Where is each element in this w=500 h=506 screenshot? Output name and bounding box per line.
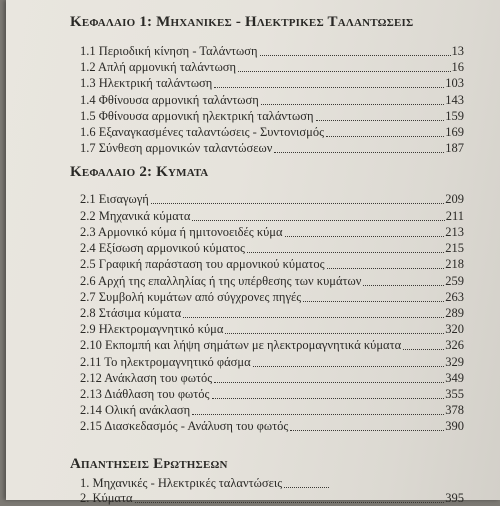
entry-page: 320	[445, 322, 464, 336]
toc-entry[interactable]	[80, 257, 464, 272]
entry-page: 390	[445, 419, 464, 433]
toc-entry[interactable]	[80, 141, 464, 156]
toc-entry[interactable]	[80, 322, 464, 337]
toc-entry[interactable]	[80, 387, 464, 402]
entry-title: 2. Κύματα	[80, 491, 133, 505]
toc-entry[interactable]	[80, 192, 464, 207]
leader-dots	[403, 349, 444, 350]
entry-page: 259	[445, 274, 464, 288]
toc-entry[interactable]	[80, 355, 464, 370]
toc-entry[interactable]	[80, 225, 464, 240]
chapter-1-heading: Κεφαλαιο 1: Μηχανικες - Ηλεκτρικες Ταλαντωσεις	[70, 14, 414, 30]
entry-title: 1.2 Απλή αρμονική ταλάντωση	[80, 60, 237, 74]
entry-page: 263	[445, 290, 464, 304]
toc-entry[interactable]	[80, 371, 464, 386]
entry-title: 2.8 Στάσιμα κύματα	[80, 306, 182, 320]
leader-dots	[135, 502, 445, 503]
entry-title: 1.7 Σύνθεση αρμονικών ταλαντώσεων	[80, 141, 273, 155]
entry-page: 329	[445, 355, 464, 369]
toc-entry[interactable]	[80, 419, 464, 434]
leader-dots	[326, 136, 444, 137]
entry-title: 2.12 Ανάκλαση του φωτός	[80, 371, 213, 385]
entry-page: 211	[445, 209, 464, 223]
toc-entry[interactable]	[80, 76, 464, 91]
entry-title: 2.7 Συμβολή κυμάτων από σύγχρονες πηγές	[80, 290, 302, 304]
entry-title: 2.4 Εξίσωση αρμονικού κύματος	[80, 241, 245, 255]
entry-page: 349	[445, 371, 464, 385]
entry-title: 1.4 Φθίνουσα αρμονική ταλάντωση	[80, 93, 259, 107]
toc-entry[interactable]	[80, 274, 464, 289]
leader-dots	[303, 301, 444, 302]
entry-title: 1.1 Περιοδική κίνηση - Ταλάντωση	[80, 44, 258, 58]
toc-entry[interactable]	[80, 93, 464, 108]
leader-dots	[192, 414, 444, 415]
entry-page: 209	[445, 192, 464, 206]
entry-title: 2.14 Ολική ανάκλαση	[80, 403, 191, 417]
leader-dots	[214, 382, 444, 383]
leader-dots	[363, 285, 444, 286]
entry-page: 215	[445, 241, 464, 255]
book-page	[6, 0, 500, 505]
toc-entry[interactable]	[80, 290, 464, 305]
entry-title: 2.3 Αρμονικό κύμα ή ημιτονοειδές κύμα	[80, 225, 283, 239]
answers-heading: Απαντησεις Ερωτησεων	[70, 456, 228, 472]
entry-page: 13	[451, 44, 464, 58]
entry-page: 395	[445, 491, 464, 505]
chapter-2-heading: Κεφαλαιο 2: Κυματα	[70, 164, 209, 180]
entry-title: 2.5 Γραφική παράσταση του αρμονικού κύματος	[80, 257, 325, 271]
leader-dots	[238, 71, 450, 72]
entry-title: 2.10 Εκπομπή και λήψη σημάτων με ηλεκτρομαγνητικά κύματα	[80, 338, 402, 352]
entry-page: 159	[445, 109, 464, 123]
entry-title: 2.2 Μηχανικά κύματα	[80, 209, 191, 223]
leader-dots	[284, 487, 329, 488]
toc-entry[interactable]	[80, 306, 464, 321]
leader-dots	[316, 120, 445, 121]
entry-title: 2.13 Διάθλαση του φωτός	[80, 387, 210, 401]
leader-dots	[290, 430, 444, 431]
leader-dots	[253, 366, 445, 367]
entry-page: 213	[445, 225, 464, 239]
toc-entry[interactable]	[80, 209, 464, 224]
toc-entry[interactable]	[80, 241, 464, 256]
leader-dots	[225, 333, 444, 334]
toc-entry[interactable]	[80, 491, 464, 506]
toc-entry[interactable]	[80, 60, 464, 75]
entry-page: 169	[445, 125, 464, 139]
entry-title: 1. Μηχανικές - Ηλεκτρικές ταλαντώσεις	[80, 476, 283, 490]
entry-title: 1.6 Εξαναγκασμένες ταλαντώσεις - Συντονισμός	[80, 125, 325, 139]
entry-page: 355	[445, 387, 464, 401]
entry-page: 326	[445, 338, 464, 352]
leader-dots	[260, 55, 451, 56]
leader-dots	[151, 203, 444, 204]
leader-dots	[274, 152, 444, 153]
entry-title: 2.15 Διασκεδασμός - Ανάλυση του φωτός	[80, 419, 289, 433]
entry-title: 2.1 Εισαγωγή	[80, 192, 149, 206]
entry-page: 289	[445, 306, 464, 320]
entry-page: 378	[445, 403, 464, 417]
leader-dots	[261, 104, 444, 105]
leader-dots	[285, 236, 445, 237]
entry-title: 2.11 Το ηλεκτρομαγνητικό φάσμα	[80, 355, 251, 369]
leader-dots	[183, 317, 444, 318]
leader-dots	[192, 220, 444, 221]
toc-entry[interactable]	[80, 109, 464, 124]
entry-title: 2.9 Ηλεκτρομαγνητικό κύμα	[80, 322, 224, 336]
leader-dots	[327, 268, 445, 269]
toc-entry[interactable]	[80, 403, 464, 418]
toc-entry[interactable]	[80, 125, 464, 140]
entry-page: 187	[445, 141, 464, 155]
entry-page: 16	[451, 60, 464, 74]
entry-title: 1.5 Φθίνουσα αρμονική ηλεκτρική ταλάντωση	[80, 109, 314, 123]
toc-entry[interactable]	[80, 338, 464, 353]
toc-entry[interactable]	[80, 44, 464, 59]
entry-title: 2.6 Αρχή της επαλληλίας ή της υπέρθεσης των κυμάτων	[80, 274, 362, 288]
entry-title: 1.3 Ηλεκτρική ταλάντωση	[80, 76, 213, 90]
entry-page: 103	[445, 76, 464, 90]
leader-dots	[247, 252, 444, 253]
leader-dots	[212, 398, 445, 399]
leader-dots	[214, 87, 444, 88]
entry-page: 143	[445, 93, 464, 107]
entry-page: 218	[445, 257, 464, 271]
toc-entry[interactable]	[80, 476, 330, 491]
